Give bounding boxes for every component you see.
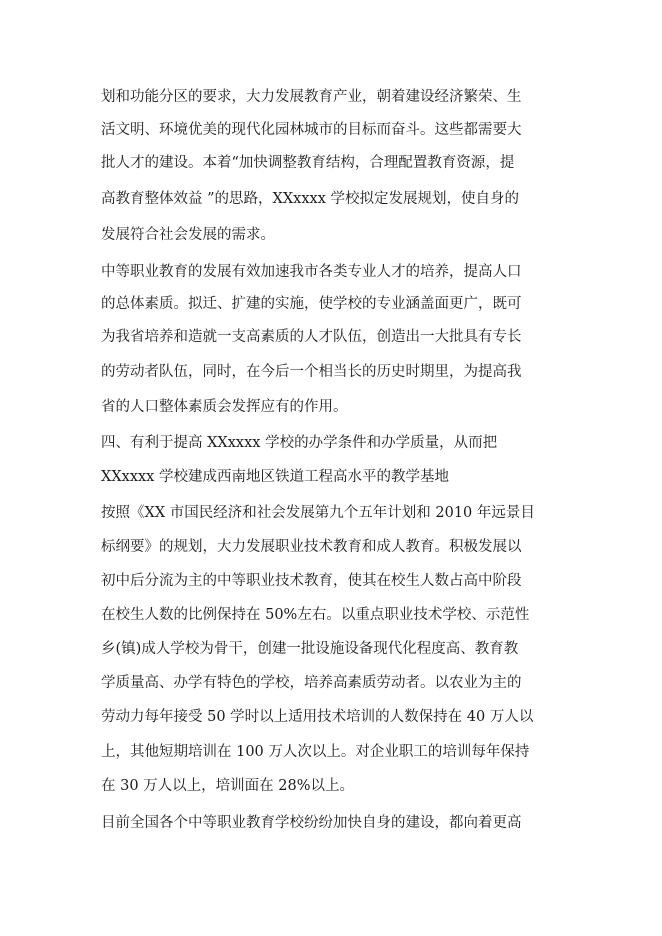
text-line: 初中后分流为主的中等职业技术教育，使其在校生人数占高中阶段	[101, 573, 522, 589]
text-line: 目前全国各个中等职业教育学校纷纷加快自身的建设，都向着更高	[101, 815, 522, 831]
text-line: 在 30 万人以上，培训面在 28%以上。	[101, 778, 355, 794]
text-line: 中等职业教育的发展有效加速我市各类专业人才的培养，提高人口	[101, 264, 522, 280]
text-line: 乡(镇)成人学校为骨干，创建一批设施设备现代化程度高、教育教	[101, 641, 519, 657]
text-line: 按照《XX 市国民经济和社会发展第九个五年计划和 2010 年远景目	[101, 505, 535, 521]
text-line: 标纲要》的规划，大力发展职业技术教育和成人教育。积极发展以	[101, 539, 522, 555]
section-heading: 四、有利于提高 XXxxxx 学校的办学条件和办学质量，从而把	[101, 435, 498, 451]
text-line: 省的人口整体素质会发挥应有的作用。	[101, 399, 348, 415]
text-line: 批人才的建设。本着“加快调整教育结构，合理配置教育资源，提	[101, 155, 515, 171]
text-line: 活文明、环境优美的现代化园林城市的目标而奋斗。这些都需要大	[101, 122, 522, 138]
text-line: 的劳动者队伍，同时，在今后一个相当长的历史时期里，为提高我	[101, 364, 522, 380]
text-line: 划和功能分区的要求，大力发展教育产业，朝着建设经济繁荣、生	[101, 89, 522, 105]
text-line: 的总体素质。拟迁、扩建的实施，使学校的专业涵盖面更广，既可	[101, 296, 522, 312]
text-line: 发展符合社会发展的需求。	[101, 227, 275, 243]
section-heading: XXxxxx 学校建成西南地区铁道工程高水平的教学基地	[101, 469, 449, 485]
text-line: 高教育整体效益 ”的思路，XXxxxx 学校拟定发展规划，使自身的	[101, 191, 519, 207]
text-line: 劳动力每年接受 50 学时以上适用技术培训的人数保持在 40 万人以	[101, 709, 534, 725]
text-line: 为我省培养和造就一支高素质的人才队伍，创造出一大批具有专长	[101, 329, 522, 345]
text-line: 上，其他短期培训在 100 万人次以上。对企业职工的培训每年保持	[101, 744, 530, 760]
text-line: 学质量高、办学有特色的学校，培养高素质劳动者。以农业为主的	[101, 675, 522, 691]
text-line: 在校生人数的比例保持在 50%左右。以重点职业技术学校、示范性	[101, 607, 530, 623]
